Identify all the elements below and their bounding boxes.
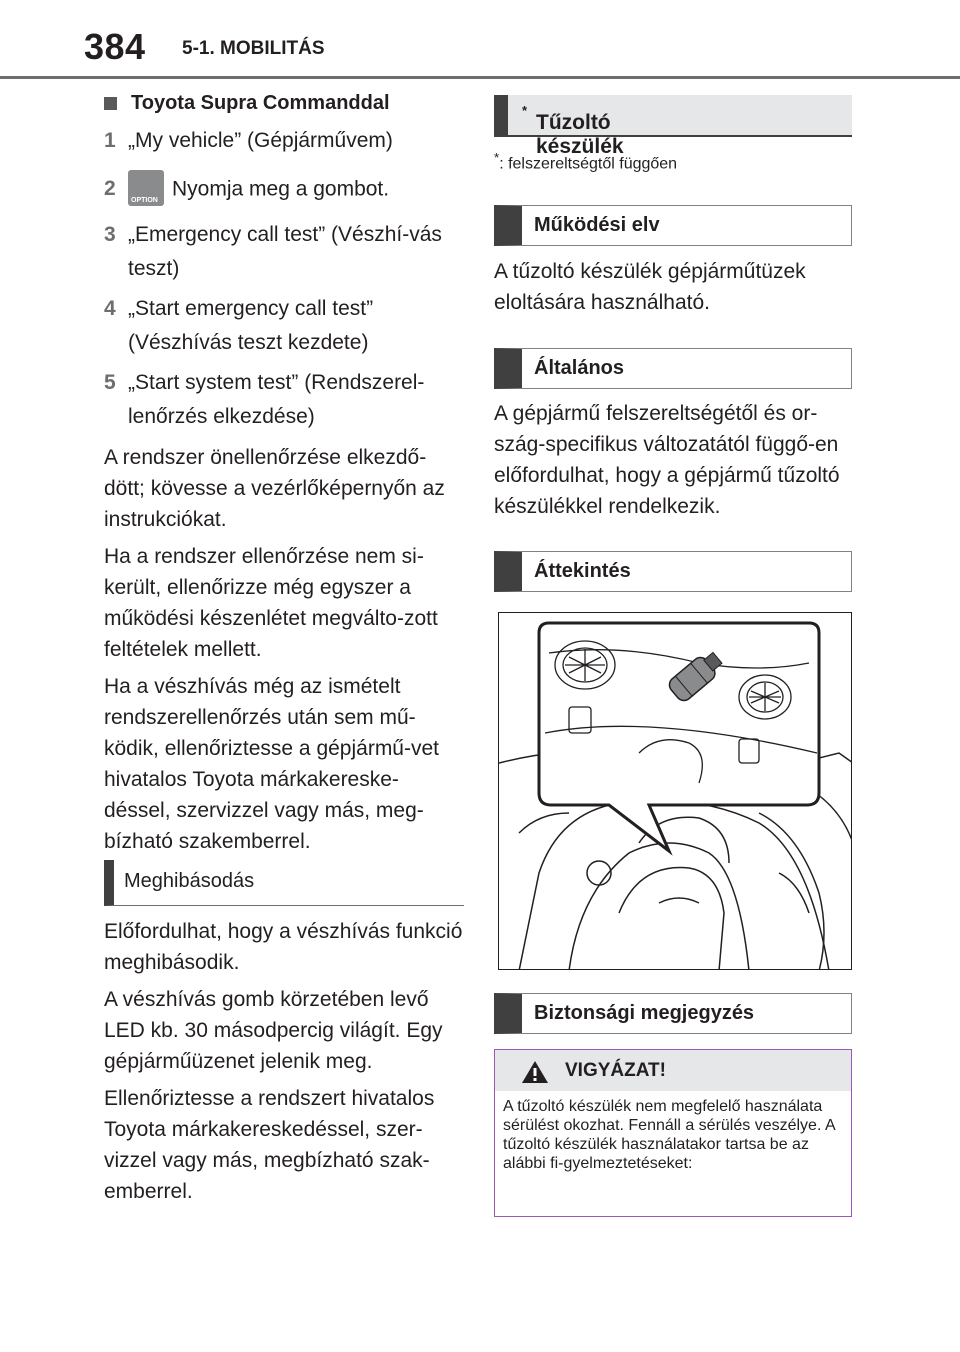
- footnote-text: : felszereltségtől függően: [499, 155, 678, 173]
- step-text: „My vehicle” (Gépjárművem): [128, 129, 393, 152]
- step-3: [104, 218, 464, 286]
- callout-heading: [104, 860, 464, 906]
- step-number: 1: [104, 129, 116, 152]
- step-text: „Start system test” (Rendszerel-lenőrzés elkezdése): [128, 371, 425, 428]
- paragraph: Ha a rendszer ellenőrzése nem si-került, ellenőrizze még egyszer a működési készenlétet megválto-zott feltételek mellett.: [104, 545, 438, 661]
- warning-triangle-icon: [521, 1060, 549, 1084]
- step-text: Nyomja meg a gombot.: [172, 177, 390, 201]
- option-button-icon: OPTION: [128, 170, 164, 206]
- step-text: „Start emergency call test” (Vészhívás teszt kezdete): [128, 297, 374, 354]
- heading-overview: Áttekintés: [494, 551, 852, 592]
- paragraph: Ellenőriztesse a rendszert hivatalos Toyota márkakereskedéssel, szer-vizzel vagy más, megbízható szak-emberrel.: [104, 1087, 435, 1203]
- heading-safety-note: Biztonsági megjegyzés: [494, 993, 852, 1034]
- step-number: 5: [104, 371, 116, 394]
- step-number: 2: [104, 177, 116, 200]
- footnote-marker: *: [522, 103, 528, 118]
- callout-text: Meghibásodás: [124, 870, 255, 892]
- step-text: „Emergency call test” (Vészhí-vás teszt): [128, 223, 442, 280]
- warning-title: VIGYÁZAT!: [565, 1060, 666, 1081]
- paragraph: A gépjármű felszereltségétől és or-szág-specifikus változatától függő-en előfordulhat, hogy a gépjármű tűzoltó készülékkel rendelkezik.: [494, 402, 840, 518]
- page-header: [0, 0, 960, 80]
- square-bullet-icon: [104, 97, 117, 110]
- section-title-text: Tűzoltó készülék: [536, 111, 624, 158]
- left-column: [104, 88, 464, 857]
- fire-extinguisher-illustration: [498, 612, 852, 970]
- step-4: [104, 292, 464, 360]
- warning-text: A tűzoltó készülék nem megfelelő használata sérülést okozhat. Fennáll a sérülés veszélye. A tűzoltó készülék használatakor tartsa be az alábbi fi-gyelmeztetéseket:: [503, 1098, 835, 1172]
- warning-box: [494, 1049, 852, 1217]
- warning-header: [495, 1050, 851, 1091]
- section-label: 5-1. MOBILITÁS: [182, 38, 325, 59]
- heading-general: Általános: [494, 348, 852, 389]
- paragraph: A rendszer önellenőrzése elkezdő-dött; kövesse a vezérlőképernyőn az instrukciókat.: [104, 446, 445, 531]
- car-interior-drawing: [499, 613, 852, 970]
- footnote-marker: *: [494, 150, 500, 165]
- paragraph: Előfordulhat, hogy a vészhívás funkció meghibásodik.: [104, 920, 463, 974]
- section-title: [494, 95, 852, 158]
- paragraph: Ha a vészhívás még az ismételt rendszerellenőrzés után sem mű-ködik, ellenőriztesse a gépjármű-vet hivatalos Toyota márkakereske-déssel, szervizzel vagy más, meg-bízható szakemberrel.: [104, 675, 439, 853]
- paragraph: A tűzoltó készülék gépjárműtüzek eloltására használható.: [494, 260, 806, 314]
- footnote: [494, 150, 677, 173]
- left-lower-text: [104, 910, 464, 1207]
- header-rule: [0, 76, 960, 79]
- subheading-text: Toyota Supra Commanddal: [131, 91, 390, 114]
- step-2: [104, 172, 464, 208]
- step-1: [104, 124, 464, 158]
- step-5: [104, 366, 464, 434]
- page-number: 384: [84, 26, 146, 67]
- step-number: 4: [104, 297, 116, 320]
- step-number: 3: [104, 223, 116, 246]
- heading-operating-principle: Működési elv: [494, 205, 852, 246]
- paragraph: A vészhívás gomb körzetében levő LED kb. 30 másodpercig világít. Egy gépjárműüzenet jelenik meg.: [104, 988, 443, 1073]
- subheading: [104, 88, 464, 118]
